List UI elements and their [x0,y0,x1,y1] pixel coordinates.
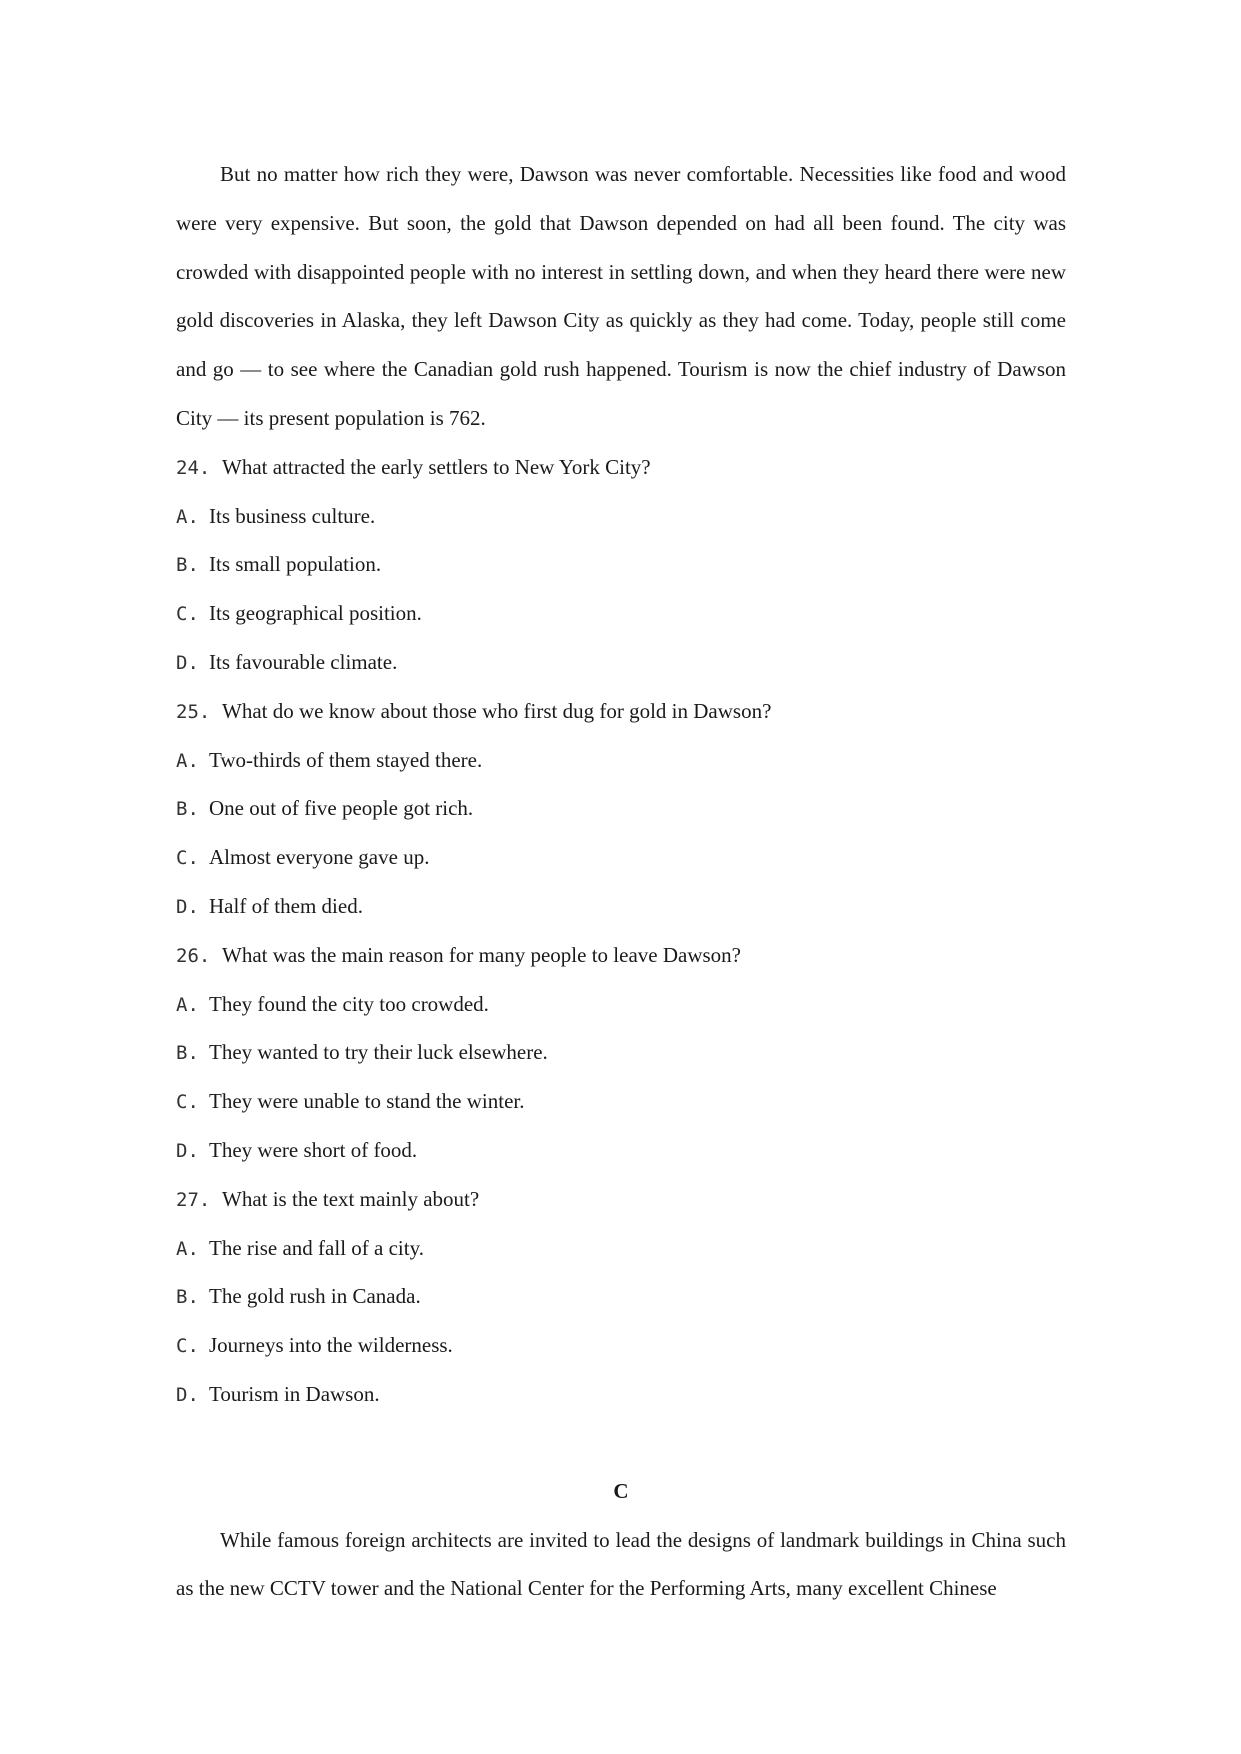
option-line [176,1077,1066,1126]
option-text: Journeys into the wilderness. [209,1333,453,1358]
option-text: Its geographical position. [209,601,422,626]
option-text: One out of five people got rich. [209,796,474,821]
option-text: The gold rush in Canada. [209,1284,421,1309]
question-block [176,443,1066,687]
option-text: Its business culture. [209,503,376,528]
section-heading: C [613,1478,629,1503]
option-letter: C. [176,847,199,870]
option-letter: A. [176,749,199,772]
question-text: What is the text mainly about? [222,1186,480,1211]
question-block [176,931,1066,1175]
option-line [176,1028,1066,1077]
question-number: 26. [176,944,211,967]
option-line [176,492,1066,541]
option-line [176,1126,1066,1175]
option-line [176,980,1066,1029]
option-text: The rise and fall of a city. [209,1235,424,1260]
option-letter: C. [176,1091,199,1114]
option-line [176,540,1066,589]
question-text: What was the main reason for many people to leave Dawson? [222,942,741,967]
option-letter: D. [176,895,199,918]
question-list [176,443,1066,1419]
question-number: 25. [176,700,211,723]
option-line [176,784,1066,833]
passage-c-paragraph: While famous foreign architects are invited to lead the designs of landmark buildings in China such as the new CCTV tower and the National Center for the Performing Arts, many excellent Chinese [176,1527,1066,1601]
option-line [176,833,1066,882]
option-letter: B. [176,1286,199,1309]
option-line [176,638,1066,687]
option-letter: B. [176,554,199,577]
option-text: Its favourable climate. [209,649,398,674]
option-line [176,882,1066,931]
option-letter: A. [176,505,199,528]
option-line [176,1272,1066,1321]
option-text: Half of them died. [209,893,363,918]
option-text: Its small population. [209,552,382,577]
document-page [176,150,1066,1613]
option-letter: D. [176,1139,199,1162]
option-text: They were unable to stand the winter. [209,1089,525,1114]
question-text: What attracted the early settlers to New York City? [222,454,651,479]
option-text: Tourism in Dawson. [209,1381,380,1406]
option-line [176,1370,1066,1419]
question-line [176,687,1066,736]
option-line [176,1224,1066,1273]
question-line [176,1175,1066,1224]
option-letter: C. [176,603,199,626]
option-line [176,736,1066,785]
option-line [176,589,1066,638]
option-text: They found the city too crowded. [209,991,489,1016]
option-text: Two-thirds of them stayed there. [209,747,483,772]
question-number: 24. [176,456,211,479]
option-letter: A. [176,993,199,1016]
option-line [176,1321,1066,1370]
option-letter: A. [176,1237,199,1260]
question-text: What do we know about those who first dug for gold in Dawson? [222,698,772,723]
option-letter: D. [176,1383,199,1406]
option-letter: D. [176,651,199,674]
option-text: Almost everyone gave up. [209,845,430,870]
question-block [176,1175,1066,1419]
option-text: They wanted to try their luck elsewhere. [209,1040,548,1065]
option-letter: B. [176,1042,199,1065]
option-letter: B. [176,798,199,821]
option-letter: C. [176,1335,199,1358]
question-line [176,931,1066,980]
option-text: They were short of food. [209,1137,418,1162]
question-block [176,687,1066,931]
passage-b-paragraph: But no matter how rich they were, Dawson was never comfortable. Necessities like food and wood were very expensive. But soon, the gold that Dawson depended on had all been found. The city was crowded with disappointed people with no interest in settling down, and when they heard there were new gold discoveries in Alaska, they left Dawson City as quickly as they had come. Today, people still come and go — to see where the Canadian gold rush happened. Tourism is now the chief industry of Dawson City — its present population is 762. [176,162,1066,430]
question-number: 27. [176,1188,211,1211]
question-line [176,443,1066,492]
